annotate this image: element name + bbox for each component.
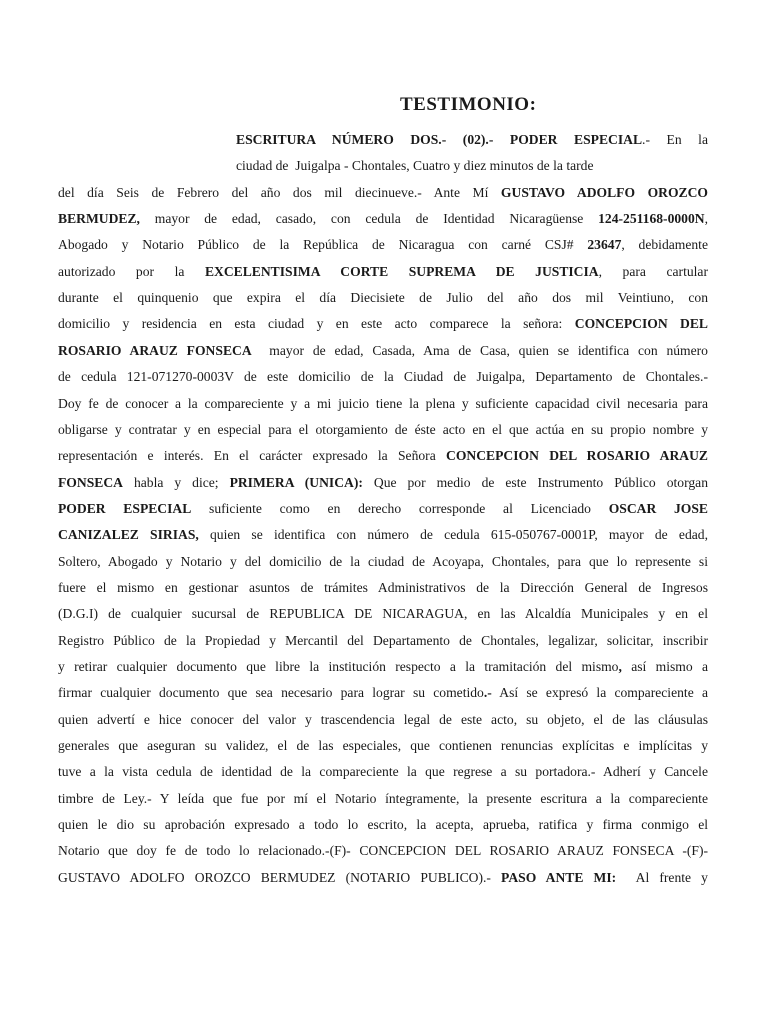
text-segment: Doy fe de conocer a la compareciente y a mi juicio tiene la plena y suficiente capacidad civil necesaria para	[58, 395, 708, 411]
text-segment: , para cartular	[598, 263, 708, 279]
text-line	[58, 288, 708, 308]
text-segment: Abogado y Notario Público de la República de Nicaragua con carné CSJ#	[58, 237, 588, 253]
text-line	[58, 262, 708, 282]
text-line	[58, 631, 708, 651]
text-line	[58, 683, 708, 703]
text-segment: obligarse y contratar y en especial para el otorgamiento de éste acto en el que actúa en su propio nombre y	[58, 421, 708, 437]
text-segment: (D.G.I) de cualquier sucursal de REPUBLICA DE NICARAGUA, en las Alcaldía Municipales y en el	[58, 606, 708, 622]
text-segment: quien se identifica con número de cedula 615-050767-0001P, mayor de edad,	[198, 527, 708, 543]
text-line	[58, 183, 708, 203]
text-line	[58, 209, 708, 229]
bold-text-segment: BERMUDEZ,	[58, 211, 140, 227]
text-segment: durante el quinquenio que expira el día Diecisiete de Julio del año dos mil Veintiuno, con	[58, 290, 708, 306]
text-segment: Al frente y	[616, 869, 708, 885]
text-segment: timbre de Ley.- Y leída que fue por mí el Notario íntegramente, la presente escritura a la compareciente	[58, 790, 708, 806]
text-line	[58, 657, 708, 677]
bold-text-segment: PRIMERA (UNICA):	[229, 474, 363, 490]
bold-text-segment: OSCAR JOSE	[608, 500, 709, 516]
bold-text-segment: ,	[618, 659, 622, 674]
bold-text-segment: EXCELENTISIMA CORTE SUPREMA DE JUSTICIA	[204, 263, 599, 279]
bold-text-segment: ESCRITURA NÚMERO DOS.- (02).- PODER ESPECIAL	[236, 132, 643, 147]
text-line	[58, 789, 708, 809]
bold-text-segment: CANIZALEZ SIRIAS,	[58, 527, 199, 543]
text-segment: quien advertí e hice conocer del valor y trascendencia legal de este acto, su objeto, el de las cláusulas	[58, 711, 708, 727]
text-line	[58, 552, 708, 572]
text-segment: Así se expresó la compareciente a	[491, 685, 708, 701]
text-line	[58, 710, 708, 730]
text-segment: , debidamente	[621, 237, 708, 253]
text-line	[58, 762, 708, 782]
text-line	[58, 314, 708, 334]
bold-text-segment: .-	[483, 685, 492, 701]
text-segment: habla y dice;	[122, 474, 230, 490]
text-segment: quien le dio su aprobación expresado a todo lo escrito, la acepta, aprueba, ratifica y firma conmigo el	[58, 817, 708, 833]
text-segment: domicilio y residencia en esta ciudad y en este acto comparece la señora:	[58, 316, 575, 332]
text-line	[58, 394, 708, 414]
text-line	[236, 156, 708, 176]
text-line	[58, 499, 708, 519]
text-segment: fuere el mismo en gestionar asuntos de trámites Administrativos de la Dirección General de Ingresos	[58, 579, 708, 595]
bold-text-segment: PODER ESPECIAL	[58, 500, 192, 516]
text-segment: ciudad de Juigalpa - Chontales, Cuatro y diez minutos de la tarde	[236, 158, 594, 174]
text-segment: así mismo a	[621, 659, 708, 674]
bold-text-segment: 124-251168-0000N	[598, 211, 705, 227]
text-line	[58, 604, 708, 624]
text-segment: Soltero, Abogado y Notario y del domicilio de la ciudad de Acoyapa, Chontales, para que lo represente si	[58, 553, 708, 569]
text-segment: firmar cualquier documento que sea necesario para lograr su cometido	[58, 685, 484, 701]
text-segment: Notario que doy fe de todo lo relacionado.-(F)- CONCEPCION DEL ROSARIO ARAUZ FONSECA -(F)-	[58, 843, 708, 859]
text-segment: GUSTAVO ADOLFO OROZCO BERMUDEZ (NOTARIO PUBLICO).-	[58, 869, 502, 885]
text-line	[58, 578, 708, 598]
text-line	[58, 841, 708, 861]
text-line	[58, 815, 708, 835]
text-segment: autorizado por la	[58, 263, 205, 279]
text-line	[58, 473, 708, 493]
text-line	[58, 235, 708, 255]
text-segment: mayor de edad, casado, con cedula de Identidad Nicaragüense	[139, 211, 599, 227]
text-segment: generales que aseguran su validez, el de las especiales, que contienen renuncias explícitas e implícitas y	[58, 738, 708, 754]
text-segment: tuve a la vista cedula de identidad de la compareciente la que regrese a su portadora.- Adherí y Cancele	[58, 764, 708, 780]
text-line	[58, 446, 708, 466]
bold-text-segment: CONCEPCION DEL ROSARIO ARAUZ	[446, 448, 709, 464]
text-segment: suficiente como en derecho corresponde al Licenciado	[191, 500, 609, 516]
text-segment: del día Seis de Febrero del año dos mil diecinueve.- Ante Mí	[58, 184, 501, 200]
text-segment: ,	[704, 211, 708, 227]
document-title: TESTIMONIO:	[400, 94, 537, 115]
text-segment: mayor de edad, Casada, Ama de Casa, quien se identifica con número	[251, 342, 708, 358]
bold-text-segment: CONCEPCION DEL	[574, 316, 708, 332]
text-line	[58, 341, 708, 361]
bold-text-segment: GUSTAVO ADOLFO OROZCO	[500, 184, 708, 200]
text-segment: representación e interés. En el carácter expresado la Señora	[58, 448, 447, 464]
text-segment: de cedula 121-071270-0003V de este domicilio de la Ciudad de Juigalpa, Departamento de Chontales.-	[58, 369, 708, 385]
text-segment: Registro Público de la Propiedad y Mercantil del Departamento de Chontales, legalizar, solicitar, inscribir	[58, 632, 708, 648]
bold-text-segment: FONSECA	[58, 474, 123, 490]
text-segment: y retirar cualquier documento que libre la institución respecto a la tramitación del mismo	[58, 659, 619, 674]
text-line	[58, 868, 708, 888]
text-segment: .- En la	[642, 132, 708, 147]
text-line	[58, 736, 708, 756]
bold-text-segment: 23647	[587, 237, 622, 253]
text-line	[58, 525, 708, 545]
text-line	[58, 420, 708, 440]
text-segment: Que por medio de este Instrumento Público otorgan	[362, 474, 708, 490]
text-line	[236, 130, 708, 150]
bold-text-segment: PASO ANTE MI:	[501, 869, 617, 885]
bold-text-segment: ROSARIO ARAUZ FONSECA	[58, 342, 252, 358]
text-line	[58, 367, 708, 387]
